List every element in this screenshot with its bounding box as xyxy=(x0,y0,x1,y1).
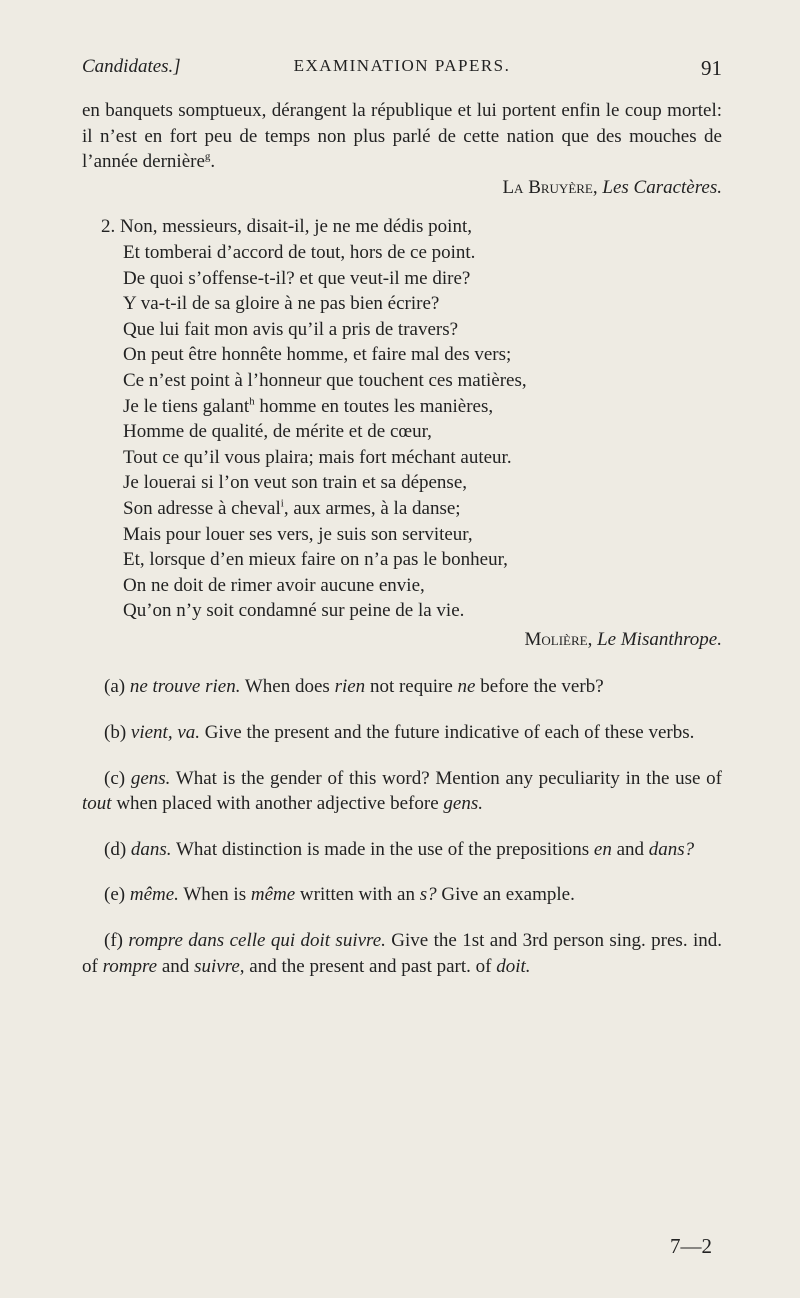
header-title: EXAMINATION PAPERS. xyxy=(293,56,511,75)
work-title: Les Caractères. xyxy=(602,176,722,198)
passage-1-line: parlé de cette nation que des mouches de l’année dernière xyxy=(82,125,722,173)
question-label: (c) xyxy=(104,767,126,789)
passage-1-attribution xyxy=(82,175,722,201)
question-text: Give an example. xyxy=(436,884,575,906)
question-emphasis: tout xyxy=(82,793,112,815)
question-d xyxy=(82,837,722,863)
passage-2-verse xyxy=(82,214,722,624)
verse-line: On peut être honnête homme, et faire mal des vers; xyxy=(123,344,512,366)
question-term: ne trouve rien. xyxy=(129,676,241,698)
question-text: not require xyxy=(365,676,458,698)
passage-2-attribution xyxy=(82,627,722,653)
footnote-marker: h xyxy=(249,395,255,408)
question-term: même. xyxy=(129,884,179,906)
question-label: (e) xyxy=(104,884,126,906)
question-emphasis: même xyxy=(250,884,296,906)
page-number: 91 xyxy=(701,56,722,80)
question-text: and xyxy=(157,955,195,977)
question-b xyxy=(82,720,722,746)
question-text: Give the present and the future indicative of each of these verbs. xyxy=(200,722,695,744)
question-text: and xyxy=(611,838,649,860)
question-term: vient, va. xyxy=(130,722,201,744)
page-content xyxy=(82,98,722,999)
question-term: rompre dans celle qui doit suivre. xyxy=(128,930,386,952)
passage-1-line: enfin le coup mortel: il n’est en fort peu de temps non plus xyxy=(82,100,723,147)
signature-mark: 7—2 xyxy=(670,1234,712,1258)
question-emphasis: en xyxy=(593,838,612,860)
question-f xyxy=(82,928,722,979)
question-text: when placed with another adjective before xyxy=(111,793,444,815)
verse-line: Je louerai si l’on veut son train et sa dépense, xyxy=(123,472,468,494)
footnote-marker: g xyxy=(204,150,211,163)
question-text: What distinction is made in the use of the prepositions xyxy=(171,838,594,860)
author: La Bruyère, xyxy=(502,176,598,198)
verse-line: 2. Non, messieurs, disait-il, je ne me dédis point, xyxy=(101,216,472,238)
running-header xyxy=(82,56,722,86)
question-c xyxy=(82,766,722,817)
question-text: Give the 1st and 3rd person sing. pres. ind. of xyxy=(82,930,722,977)
question-a xyxy=(82,674,722,700)
question-emphasis: s? xyxy=(419,884,437,906)
question-emphasis: suivre xyxy=(194,955,240,977)
question-text: written with an xyxy=(295,884,420,906)
verse-line: Et tomberai d’accord de tout, hors de ce point. xyxy=(123,241,476,263)
question-label: (b) xyxy=(104,722,127,744)
footnote-marker: i xyxy=(280,497,284,510)
question-label: (a) xyxy=(104,676,126,698)
passage-1-line: en banquets somptueux, dérangent la république et lui portent xyxy=(82,100,556,121)
question-emphasis: gens. xyxy=(443,793,483,815)
question-term: dans. xyxy=(130,838,172,860)
header-left: Candidates.] xyxy=(82,56,181,77)
verse-text: Son adresse à cheval xyxy=(123,497,281,519)
verse-line: Tout ce qu’il vous plaira; mais fort méchant auteur. xyxy=(123,446,512,468)
verse-line: Mais pour louer ses vers, je suis son serviteur, xyxy=(123,523,473,545)
question-emphasis: rompre xyxy=(102,955,158,977)
question-text: What is the gender of this word? Mention any peculiarity in the use of xyxy=(170,767,722,789)
work-title: Le Misanthrope. xyxy=(597,628,722,650)
verse-text: homme en toutes les manières, xyxy=(254,395,494,417)
verse-line: Qu’on n’y soit condamné sur peine de la vie. xyxy=(123,600,465,622)
passage-1 xyxy=(82,98,722,175)
verse-line: Homme de qualité, de mérite et de cœur, xyxy=(123,421,432,443)
verse-line: On ne doit de rimer avoir aucune envie, xyxy=(123,574,425,596)
question-label: (f) xyxy=(104,930,123,952)
verse-line: Que lui fait mon avis qu’il a pris de travers? xyxy=(123,318,459,340)
question-emphasis: ne xyxy=(457,676,476,698)
author: Molière, xyxy=(524,628,593,650)
question-text: before the verb? xyxy=(475,676,604,698)
verse-line: Y va-t-il de sa gloire à ne pas bien écrire? xyxy=(123,293,440,315)
verse-line: Ce n’est point à l’honneur que touchent ces matières, xyxy=(123,369,527,391)
question-label: (d) xyxy=(104,838,127,860)
question-text: When is xyxy=(178,884,251,906)
passage-1-end: . xyxy=(210,151,216,173)
verse-text: , aux armes, à la danse; xyxy=(283,497,461,519)
question-emphasis: dans? xyxy=(648,838,695,860)
question-e xyxy=(82,882,722,908)
verse-text: Je le tiens galant xyxy=(123,395,250,417)
question-emphasis: doit. xyxy=(496,955,531,977)
verse-line xyxy=(82,496,722,522)
verse-line xyxy=(82,394,722,420)
verse-line: De quoi s’offense-t-il? et que veut-il me dire? xyxy=(123,267,471,289)
question-text: , and the present and past part. of xyxy=(239,955,497,977)
question-emphasis: rien xyxy=(334,676,366,698)
question-term: gens. xyxy=(130,767,171,789)
question-text: When does xyxy=(240,676,335,698)
verse-line: Et, lorsque d’en mieux faire on n’a pas le bonheur, xyxy=(123,549,508,571)
